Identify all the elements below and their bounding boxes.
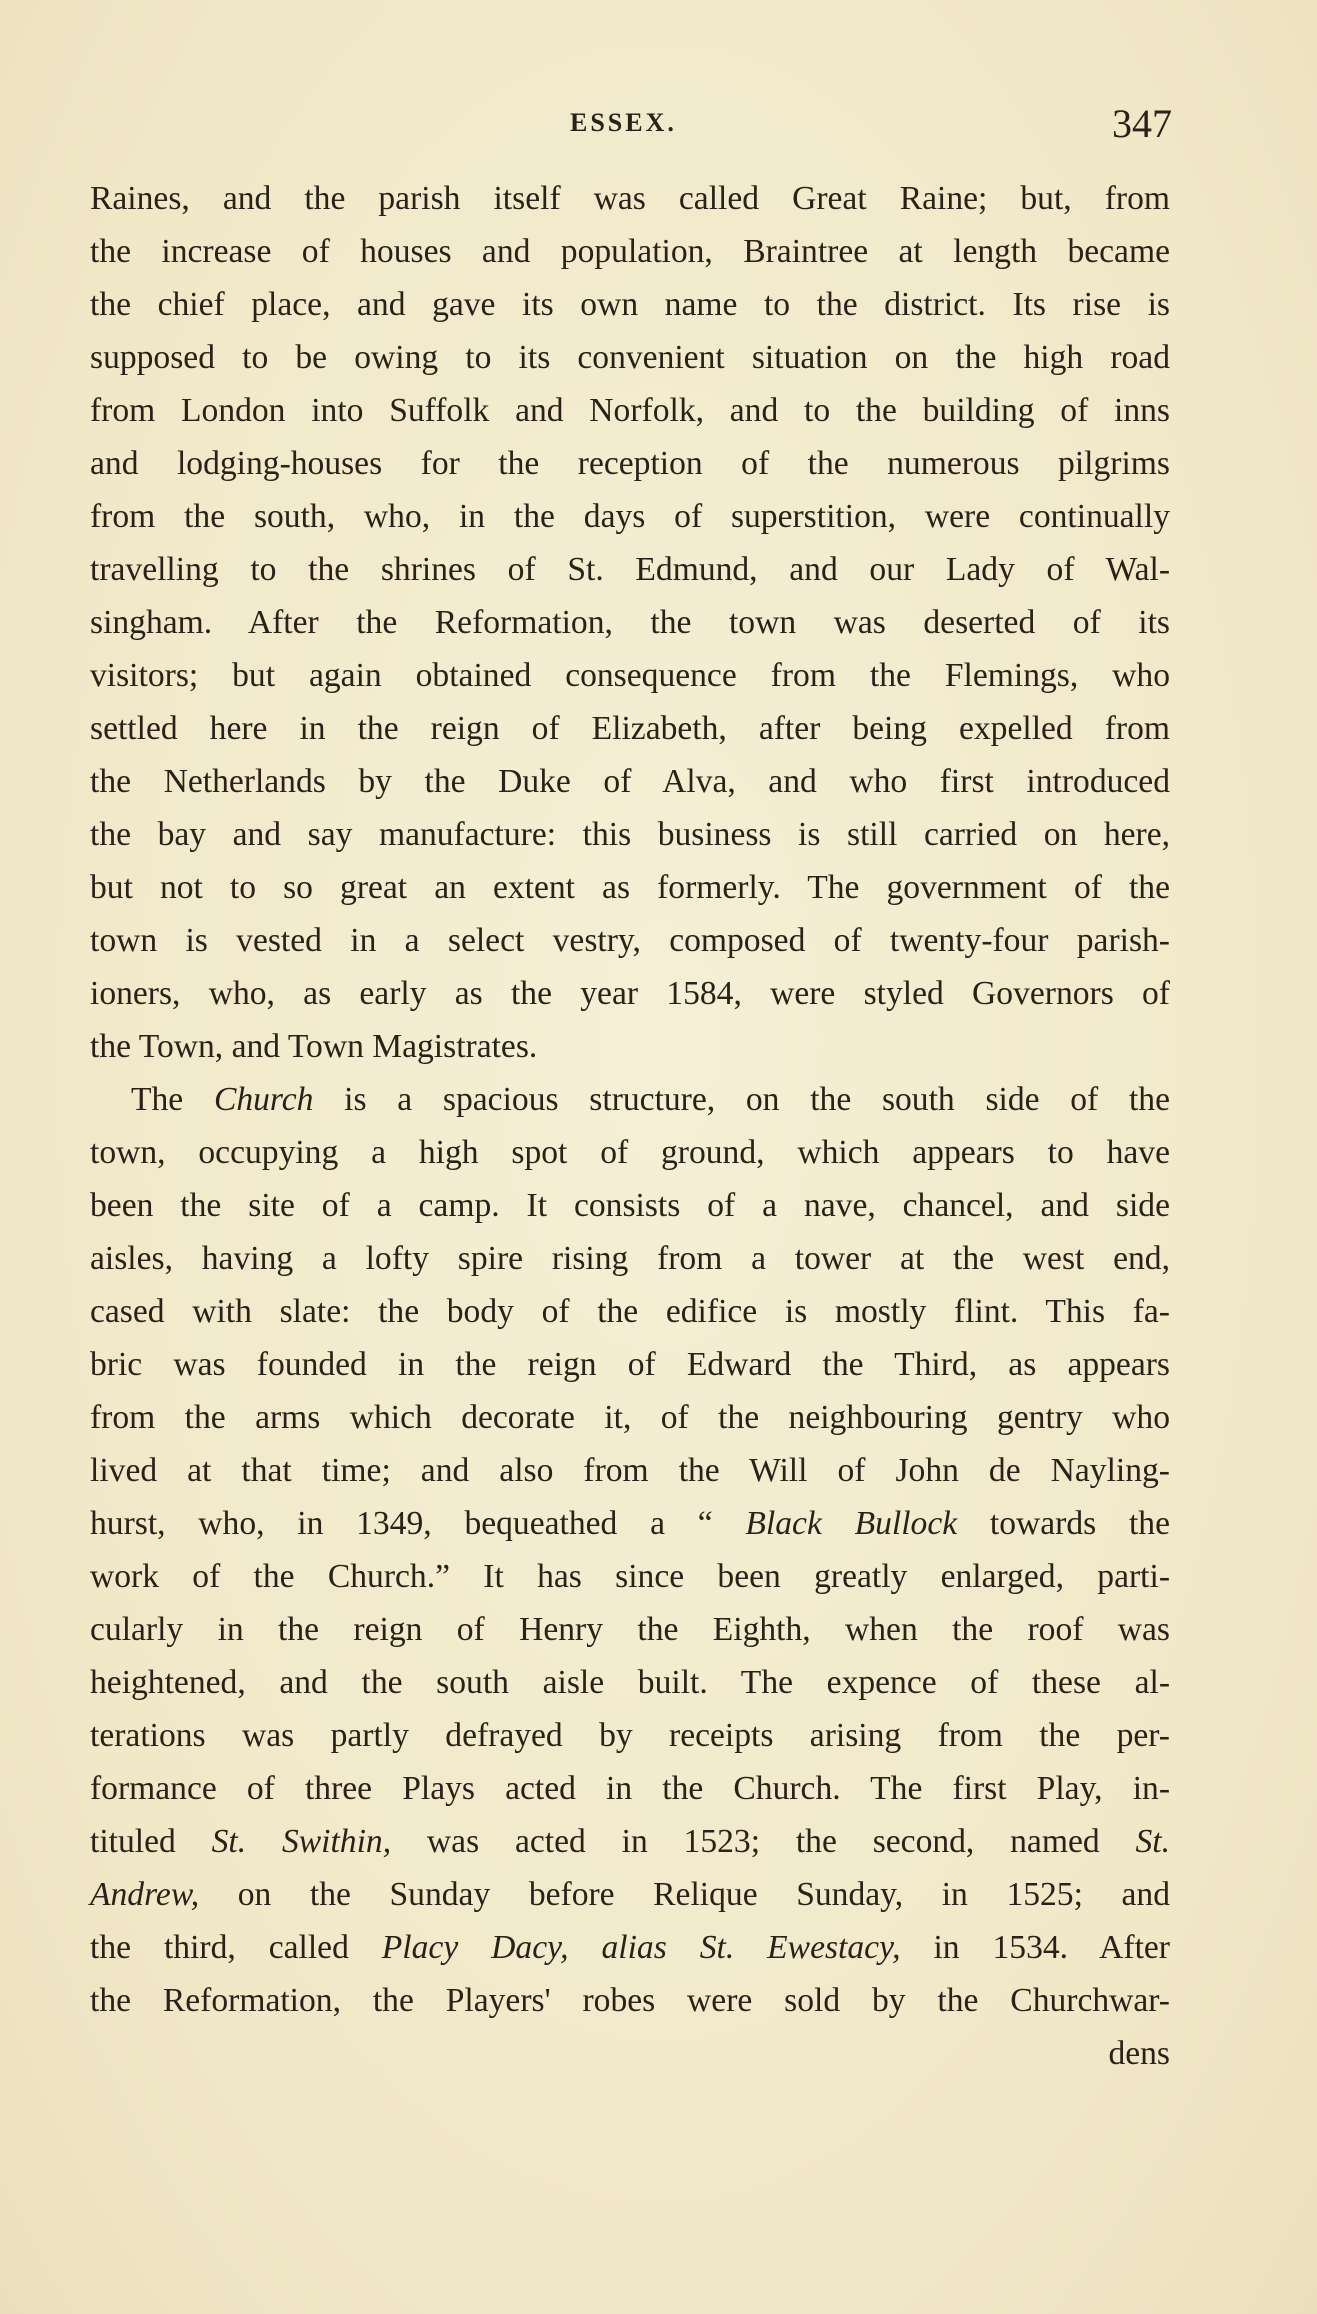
text-run: towards the	[957, 1505, 1170, 1542]
text-line	[90, 1815, 1170, 1868]
italic-run: St. Swithin,	[211, 1823, 392, 1860]
text-line: terations was partly defrayed by receipts arising from the per-	[90, 1717, 1170, 1754]
text-line: cularly in the reign of Henry the Eighth, when the roof was	[90, 1611, 1170, 1648]
text-run: was acted in 1523; the second, named	[391, 1823, 1136, 1860]
text-line: the Reformation, the Players' robes were sold by the Churchwar-	[90, 1982, 1170, 2019]
text-run: The	[131, 1081, 214, 1118]
text-line: travelling to the shrines of St. Edmund, and our Lady of Wal-	[90, 551, 1170, 588]
text-run: tituled	[90, 1823, 212, 1860]
text-line: from the south, who, in the days of superstition, were continually	[90, 498, 1170, 535]
text-line: town, occupying a high spot of ground, which appears to have	[90, 1134, 1170, 1171]
text-line: from the arms which decorate it, of the neighbouring gentry who	[90, 1399, 1170, 1436]
text-line	[90, 1073, 1170, 1126]
italic-run: Andrew,	[90, 1876, 200, 1913]
text-line: bric was founded in the reign of Edward the Third, as appears	[90, 1346, 1170, 1383]
italic-run: Black Bullock	[745, 1505, 958, 1542]
text-line: but not to so great an extent as formerly. The government of the	[90, 869, 1170, 906]
italic-run: Placy Dacy, alias St. Ewestacy,	[381, 1929, 901, 1966]
text-line: the Town, and Town Magistrates.	[90, 1028, 538, 1065]
text-line: cased with slate: the body of the edifice is mostly flint. This fa-	[90, 1293, 1170, 1330]
text-line: been the site of a camp. It consists of a nave, chancel, and side	[90, 1187, 1170, 1224]
text-line: work of the Church.” It has since been greatly enlarged, parti-	[90, 1558, 1170, 1595]
text-run: the third, called	[90, 1929, 382, 1966]
text-run: hurst, who, in 1349, bequeathed a “	[90, 1505, 746, 1542]
body-text	[90, 172, 1170, 2080]
text-line: Raines, and the parish itself was called Great Raine; but, from	[90, 180, 1170, 217]
text-line: aisles, having a lofty spire rising from a tower at the west end,	[90, 1240, 1170, 1277]
text-line: heightened, and the south aisle built. The expence of these al-	[90, 1664, 1170, 1701]
text-line: town is vested in a select vestry, composed of twenty-four parish-	[90, 922, 1170, 959]
text-line: the Netherlands by the Duke of Alva, and who first introduced	[90, 763, 1170, 800]
text-line: from London into Suffolk and Norfolk, and to the building of inns	[90, 392, 1170, 429]
text-line: singham. After the Reformation, the town was deserted of its	[90, 604, 1170, 641]
italic-run: St.	[1135, 1823, 1170, 1860]
text-line: the bay and say manufacture: this business is still carried on here,	[90, 816, 1170, 853]
text-run: on the Sunday before Relique Sunday, in 1525; and	[199, 1876, 1170, 1913]
text-line: lived at that time; and also from the Will of John de Nayling-	[90, 1452, 1170, 1489]
text-line: supposed to be owing to its convenient situation on the high road	[90, 339, 1170, 376]
text-line: the chief place, and gave its own name to the district. Its rise is	[90, 286, 1170, 323]
running-head: ESSEX.	[570, 108, 677, 137]
text-line	[90, 1921, 1170, 1974]
catchword: dens	[1108, 2035, 1170, 2072]
text-line	[90, 1868, 1170, 1921]
text-line: ioners, who, as early as the year 1584, were styled Governors of	[90, 975, 1170, 1012]
text-line	[90, 1497, 1170, 1550]
italic-run: Church	[213, 1081, 314, 1118]
text-line: and lodging-houses for the reception of the numerous pilgrims	[90, 445, 1170, 482]
text-line: the increase of houses and population, Braintree at length became	[90, 233, 1170, 270]
text-run: is a spacious structure, on the south side of the	[313, 1081, 1170, 1118]
text-run: in 1534. After	[900, 1929, 1170, 1966]
text-line: formance of three Plays acted in the Church. The first Play, in-	[90, 1770, 1170, 1807]
text-line: visitors; but again obtained consequence from the Flemings, who	[90, 657, 1170, 694]
text-line: settled here in the reign of Elizabeth, after being expelled from	[90, 710, 1170, 747]
page-number: 347	[1112, 101, 1172, 146]
